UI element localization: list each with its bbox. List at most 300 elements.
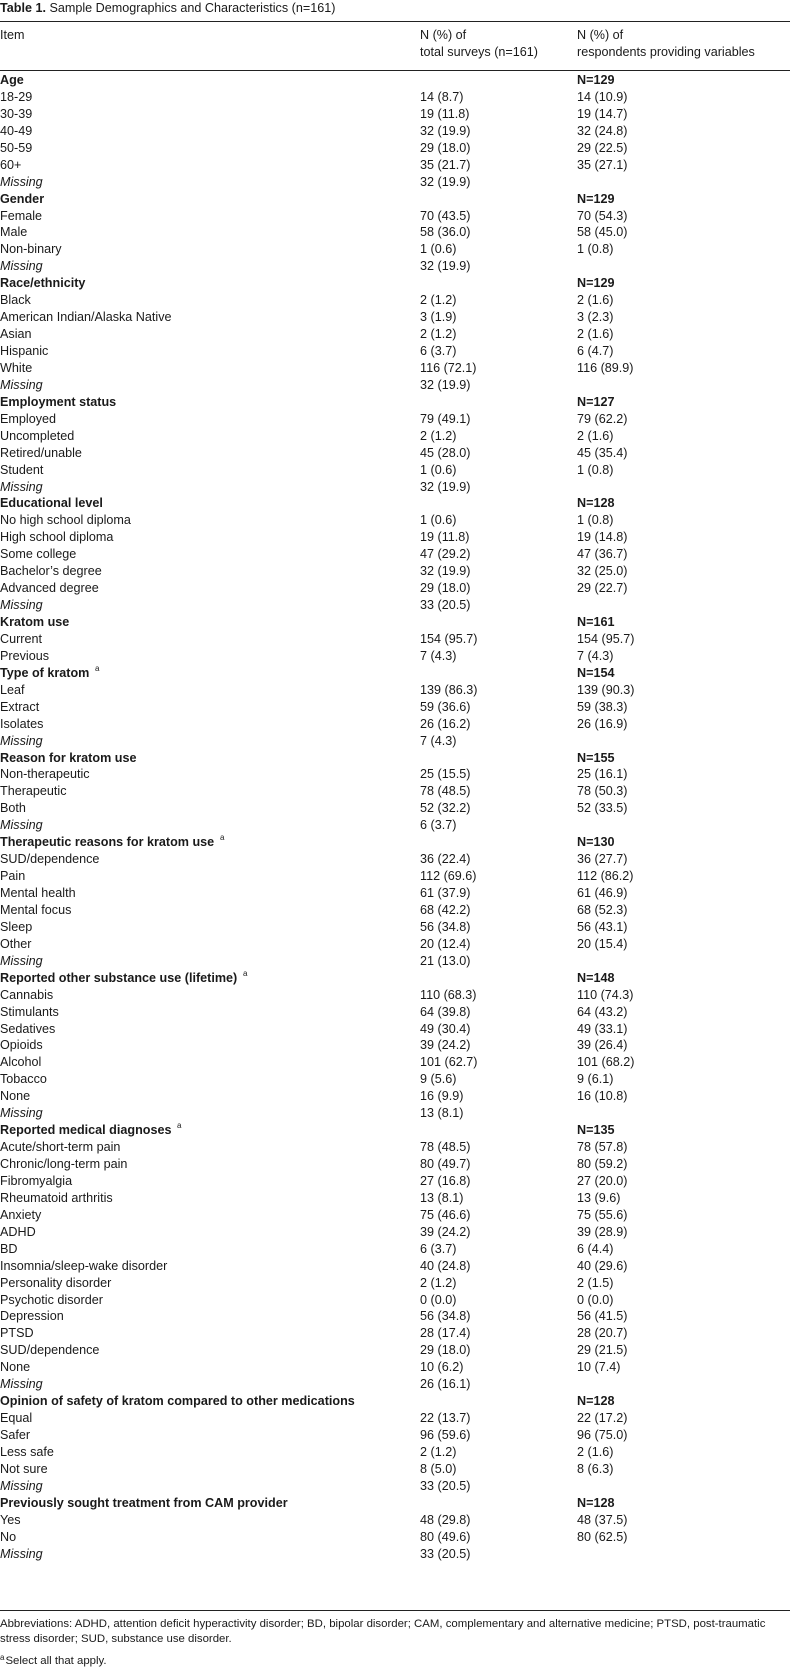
respondents-cell: 112 (86.2) (577, 869, 634, 884)
header-rule (0, 70, 790, 71)
table-row (0, 1512, 790, 1529)
total-cell: 19 (11.8) (420, 106, 470, 121)
respondents-cell: 29 (22.5) (577, 140, 628, 155)
item-cell: Non-binary (0, 242, 62, 257)
item-cell: Missing (0, 733, 43, 748)
item-cell: Missing (0, 818, 43, 833)
footnote-ref: a (177, 1121, 182, 1131)
total-cell: 64 (39.8) (420, 1004, 471, 1019)
item-cell: Non-therapeutic (0, 767, 90, 782)
total-cell: 32 (19.9) (420, 123, 471, 138)
total-cell: 112 (69.6) (420, 869, 477, 884)
respondents-cell: 1 (0.8) (577, 242, 614, 257)
respondents-cell: 6 (4.4) (577, 1241, 614, 1256)
respondents-cell: 2 (1.6) (577, 428, 614, 443)
table-row (0, 1037, 790, 1054)
table-row (0, 1054, 790, 1071)
table-row (0, 851, 790, 868)
table-row (0, 428, 790, 445)
table-row (0, 411, 790, 428)
item-cell: Mental focus (0, 902, 72, 917)
item-cell: Alcohol (0, 1055, 42, 1070)
total-cell: 26 (16.1) (420, 1377, 471, 1392)
respondents-cell: N=127 (577, 394, 615, 409)
item-cell: Asian (0, 327, 32, 342)
respondents-cell: 2 (1.6) (577, 1444, 614, 1459)
total-cell: 27 (16.8) (420, 1173, 471, 1188)
table-row (0, 326, 790, 343)
table-row (0, 1308, 790, 1325)
respondents-cell: N=155 (577, 750, 615, 765)
footnote-ref: a (220, 833, 225, 843)
item-cell: Advanced degree (0, 581, 99, 596)
respondents-cell: 52 (33.5) (577, 801, 628, 816)
total-cell: 110 (68.3) (420, 987, 477, 1002)
respondents-cell: 19 (14.8) (577, 530, 628, 545)
total-cell: 40 (24.8) (420, 1258, 471, 1273)
category-row (0, 275, 790, 292)
item-cell: None (0, 1360, 31, 1375)
table-row (0, 800, 790, 817)
total-cell: 48 (29.8) (420, 1512, 471, 1527)
total-cell: 21 (13.0) (420, 953, 471, 968)
total-cell: 33 (20.5) (420, 598, 471, 613)
respondents-cell: 80 (59.2) (577, 1157, 628, 1171)
table-row (0, 1004, 790, 1021)
item-cell: 40-49 (0, 123, 33, 138)
missing-row (0, 1546, 790, 1563)
total-cell: 56 (34.8) (420, 1309, 471, 1324)
item-cell: Tobacco (0, 1072, 47, 1087)
table-title: Sample Demographics and Characteristics (n=161) (49, 1, 336, 15)
header-item-label: Item (0, 28, 25, 42)
respondents-cell: N=148 (577, 970, 615, 985)
table-row (0, 1258, 790, 1275)
respondents-cell: 1 (0.8) (577, 513, 614, 528)
table-row (0, 1173, 790, 1190)
respondents-cell: 116 (89.9) (577, 360, 634, 375)
item-cell: 30-39 (0, 106, 33, 121)
item-cell: Employed (0, 411, 57, 426)
item-cell: Personality disorder (0, 1275, 112, 1290)
item-cell: Psychotic disorder (0, 1292, 103, 1307)
item-cell: Missing (0, 1546, 43, 1561)
total-cell: 61 (37.9) (420, 886, 471, 900)
respondents-cell: 29 (22.7) (577, 581, 628, 596)
table-row (0, 1410, 790, 1427)
table-row (0, 241, 790, 258)
category-row (0, 665, 790, 682)
item-cell: Previously sought treatment from CAM provider (0, 1495, 288, 1510)
table-row (0, 936, 790, 953)
total-cell: 13 (8.1) (420, 1190, 464, 1205)
category-row (0, 1495, 790, 1512)
table-row (0, 1021, 790, 1038)
table-row (0, 919, 790, 936)
item-cell: Gender (0, 191, 45, 206)
item-cell: Therapeutic reasons for kratom use (0, 835, 215, 850)
total-cell: 32 (19.9) (420, 564, 471, 579)
table-row (0, 140, 790, 157)
item-cell: White (0, 360, 33, 375)
table-row (0, 546, 790, 563)
missing-row (0, 174, 790, 191)
respondents-cell: 35 (27.1) (577, 157, 628, 172)
respondents-cell: N=135 (577, 1123, 615, 1138)
category-row (0, 750, 790, 767)
item-cell: ADHD (0, 1224, 36, 1239)
table-row (0, 1190, 790, 1207)
item-cell: Cannabis (0, 987, 54, 1002)
total-cell: 22 (13.7) (420, 1411, 471, 1426)
total-cell: 75 (46.6) (420, 1207, 471, 1222)
table-row (0, 106, 790, 123)
respondents-cell: 70 (54.3) (577, 208, 628, 223)
total-cell: 116 (72.1) (420, 360, 477, 375)
category-row (0, 834, 790, 851)
item-cell: Male (0, 225, 28, 240)
header-resp-line1: N (%) of (577, 28, 624, 42)
item-cell: High school diploma (0, 530, 114, 545)
item-cell: No (0, 1529, 17, 1544)
total-cell: 6 (3.7) (420, 344, 457, 358)
table-row (0, 360, 790, 377)
total-cell: 32 (19.9) (420, 479, 471, 494)
footnote-ref: a (95, 663, 100, 673)
total-cell: 29 (18.0) (420, 581, 471, 596)
item-cell: Current (0, 631, 42, 646)
respondents-cell: 29 (21.5) (577, 1343, 628, 1358)
item-cell: Less safe (0, 1444, 54, 1459)
table-row (0, 1224, 790, 1241)
respondents-cell: 101 (68.2) (577, 1055, 635, 1070)
item-cell: Missing (0, 953, 43, 968)
item-cell: Missing (0, 174, 43, 189)
item-cell: Bachelor’s degree (0, 564, 102, 579)
total-cell: 47 (29.2) (420, 547, 471, 562)
item-cell: Educational level (0, 496, 103, 511)
table-row (0, 885, 790, 902)
item-cell: SUD/dependence (0, 1343, 100, 1358)
item-cell: Therapeutic (0, 784, 67, 799)
total-cell: 20 (12.4) (420, 936, 471, 951)
table-row (0, 1292, 790, 1309)
footnote-abbreviations (0, 1617, 790, 1647)
respondents-cell: 2 (1.6) (577, 293, 614, 308)
total-cell: 70 (43.5) (420, 208, 471, 223)
respondents-cell: 14 (10.9) (577, 89, 628, 104)
item-cell: Mental health (0, 886, 76, 900)
item-cell: Chronic/long-term pain (0, 1157, 128, 1171)
total-cell: 13 (8.1) (420, 1106, 464, 1121)
respondents-cell: 22 (17.2) (577, 1411, 628, 1426)
respondents-cell: 6 (4.7) (577, 344, 614, 358)
respondents-cell: 36 (27.7) (577, 852, 628, 867)
total-cell: 45 (28.0) (420, 445, 471, 460)
total-cell: 33 (20.5) (420, 1478, 471, 1493)
missing-row (0, 258, 790, 275)
respondents-cell: 75 (55.6) (577, 1207, 628, 1222)
item-cell: Black (0, 293, 31, 308)
table-row (0, 783, 790, 800)
item-cell: Leaf (0, 682, 25, 697)
respondents-cell: 80 (62.5) (577, 1529, 628, 1544)
respondents-cell: 68 (52.3) (577, 902, 628, 917)
total-cell: 139 (86.3) (420, 682, 478, 697)
table-body (0, 72, 790, 1563)
table-row (0, 716, 790, 733)
respondents-cell: 7 (4.3) (577, 648, 614, 663)
respondents-cell: 25 (16.1) (577, 767, 628, 782)
respondents-cell: 59 (38.3) (577, 699, 628, 714)
respondents-cell: 56 (41.5) (577, 1309, 628, 1324)
item-cell: Reported medical diagnoses (0, 1123, 172, 1138)
total-cell: 35 (21.7) (420, 157, 471, 172)
respondents-cell: 2 (1.5) (577, 1275, 614, 1290)
item-cell: Extract (0, 699, 40, 714)
item-cell: Age (0, 73, 24, 87)
item-cell: Reason for kratom use (0, 750, 137, 765)
table-row (0, 1156, 790, 1173)
respondents-cell: N=128 (577, 496, 615, 511)
total-cell: 59 (36.6) (420, 699, 471, 714)
item-cell: Employment status (0, 394, 117, 409)
total-cell: 52 (32.2) (420, 801, 471, 816)
respondents-cell: 10 (7.4) (577, 1360, 621, 1375)
total-cell: 26 (16.2) (420, 716, 471, 731)
total-cell: 2 (1.2) (420, 1275, 457, 1290)
respondents-cell: 154 (95.7) (577, 631, 635, 646)
respondents-cell: 110 (74.3) (577, 987, 634, 1002)
item-cell: 18-29 (0, 89, 33, 104)
table-row (0, 868, 790, 885)
item-cell: No high school diploma (0, 513, 131, 528)
item-cell: Missing (0, 1377, 43, 1392)
total-cell: 33 (20.5) (420, 1546, 471, 1561)
respondents-cell: 3 (2.3) (577, 310, 614, 325)
item-cell: Hispanic (0, 344, 49, 358)
table-row (0, 1207, 790, 1224)
respondents-cell: N=161 (577, 615, 615, 629)
total-cell: 1 (0.6) (420, 462, 457, 477)
total-cell: 58 (36.0) (420, 225, 471, 240)
respondents-cell: 19 (14.7) (577, 106, 628, 121)
total-cell: 39 (24.2) (420, 1224, 471, 1239)
respondents-cell: 64 (43.2) (577, 1004, 628, 1019)
respondents-cell: N=129 (577, 276, 615, 291)
respondents-cell: 39 (28.9) (577, 1224, 628, 1239)
category-row (0, 1393, 790, 1410)
table-row (0, 902, 790, 919)
item-cell: BD (0, 1241, 18, 1256)
item-cell: Depression (0, 1309, 64, 1324)
respondents-cell: 61 (46.9) (577, 886, 628, 900)
item-cell: Yes (0, 1512, 21, 1527)
table-caption (0, 1, 335, 15)
table-row (0, 224, 790, 241)
respondents-cell: 40 (29.6) (577, 1258, 628, 1273)
table-row (0, 1427, 790, 1444)
total-cell: 8 (5.0) (420, 1461, 457, 1476)
table-row (0, 1461, 790, 1478)
item-cell: Missing (0, 259, 43, 274)
table-row (0, 648, 790, 665)
table-row (0, 208, 790, 225)
total-cell: 25 (15.5) (420, 767, 471, 782)
respondents-cell: N=154 (577, 665, 615, 680)
respondents-cell: 1 (0.8) (577, 462, 614, 477)
item-cell: Anxiety (0, 1207, 42, 1222)
header-total-line2: total surveys (n=161) (420, 45, 538, 59)
table-row (0, 1241, 790, 1258)
total-cell: 68 (42.2) (420, 902, 471, 917)
item-cell: Sedatives (0, 1021, 56, 1036)
missing-row (0, 953, 790, 970)
item-cell: Type of kratom (0, 665, 90, 680)
missing-row (0, 1376, 790, 1393)
missing-row (0, 733, 790, 750)
table-label: Table 1. (0, 1, 46, 15)
missing-row (0, 377, 790, 394)
respondents-cell: 39 (26.4) (577, 1038, 628, 1053)
item-cell: Not sure (0, 1461, 48, 1476)
table-row (0, 580, 790, 597)
respondents-cell: 13 (9.6) (577, 1190, 621, 1205)
respondents-cell: 48 (37.5) (577, 1512, 628, 1527)
table-row (0, 1444, 790, 1461)
footnote-ref: a (243, 968, 248, 978)
category-row (0, 495, 790, 512)
item-cell: 60+ (0, 157, 22, 172)
total-cell: 6 (3.7) (420, 1241, 457, 1256)
total-cell: 80 (49.7) (420, 1157, 471, 1171)
item-cell: Rheumatoid arthritis (0, 1190, 113, 1205)
item-cell: Safer (0, 1428, 31, 1442)
item-cell: 50-59 (0, 140, 33, 155)
total-cell: 79 (49.1) (420, 411, 471, 426)
total-cell: 96 (59.6) (420, 1428, 471, 1442)
total-cell: 7 (4.3) (420, 648, 457, 663)
table-row (0, 157, 790, 174)
respondents-cell: 79 (62.2) (577, 411, 628, 426)
respondents-cell: 27 (20.0) (577, 1173, 628, 1188)
respondents-cell: N=129 (577, 191, 615, 206)
missing-row (0, 597, 790, 614)
item-cell: Uncompleted (0, 428, 75, 443)
category-row (0, 970, 790, 987)
footnote-text: Select all that apply. (5, 1655, 107, 1667)
total-cell: 78 (48.5) (420, 784, 471, 799)
total-cell: 56 (34.8) (420, 919, 471, 934)
item-cell: SUD/dependence (0, 852, 100, 867)
total-cell: 49 (30.4) (420, 1021, 471, 1036)
table-row (0, 1071, 790, 1088)
total-cell: 101 (62.7) (420, 1055, 478, 1070)
respondents-cell: N=128 (577, 1495, 615, 1510)
item-cell: American Indian/Alaska Native (0, 310, 172, 325)
item-cell: Missing (0, 1106, 43, 1121)
category-row (0, 614, 790, 631)
total-cell: 9 (5.6) (420, 1072, 457, 1087)
item-cell: Pain (0, 869, 26, 884)
table-row (0, 462, 790, 479)
table-row (0, 512, 790, 529)
total-cell: 78 (48.5) (420, 1140, 471, 1155)
item-cell: Insomnia/sleep-wake disorder (0, 1258, 168, 1273)
table-row (0, 1359, 790, 1376)
respondents-cell: 26 (16.9) (577, 716, 628, 731)
item-cell: Opinion of safety of kratom compared to other medications (0, 1394, 355, 1409)
abbreviations-text: Abbreviations: ADHD, attention deficit hyperactivity disorder; BD, bipolar disorder; CAM, complementary and alternative medicine; PTSD, post-traumatic stress disorder; SUD, substance use disorder. (0, 1618, 766, 1645)
header-total (420, 27, 538, 61)
total-cell: 1 (0.6) (420, 513, 457, 528)
respondents-cell: N=128 (577, 1394, 615, 1409)
table-row (0, 682, 790, 699)
missing-row (0, 1105, 790, 1122)
table-row (0, 1325, 790, 1342)
respondents-cell: 9 (6.1) (577, 1072, 614, 1087)
table-row (0, 631, 790, 648)
total-cell: 28 (17.4) (420, 1326, 471, 1341)
respondents-cell: 32 (25.0) (577, 564, 628, 579)
header-respondents (577, 27, 755, 61)
footnote-a (0, 1650, 790, 1669)
item-cell: PTSD (0, 1326, 34, 1341)
total-cell: 32 (19.9) (420, 377, 471, 392)
header-total-line1: N (%) of (420, 28, 467, 42)
top-rule (0, 21, 790, 22)
item-cell: Sleep (0, 919, 33, 934)
item-cell: Isolates (0, 716, 44, 731)
table-row (0, 445, 790, 462)
table-row (0, 292, 790, 309)
respondents-cell: 49 (33.1) (577, 1021, 628, 1036)
respondents-cell: 2 (1.6) (577, 327, 614, 342)
total-cell: 2 (1.2) (420, 293, 457, 308)
respondents-cell: 56 (43.1) (577, 919, 628, 934)
table-row (0, 89, 790, 106)
table-row (0, 309, 790, 326)
respondents-cell: N=129 (577, 73, 615, 87)
item-cell: Stimulants (0, 1004, 59, 1019)
header-item (0, 27, 25, 44)
table-row (0, 123, 790, 140)
total-cell: 29 (18.0) (420, 1343, 471, 1358)
item-cell: Missing (0, 1478, 43, 1493)
table-row (0, 529, 790, 546)
respondents-cell: 20 (15.4) (577, 936, 628, 951)
total-cell: 0 (0.0) (420, 1292, 457, 1307)
category-row (0, 72, 790, 89)
table-row (0, 1342, 790, 1359)
item-cell: None (0, 1089, 31, 1104)
item-cell: Female (0, 208, 42, 223)
category-row (0, 191, 790, 208)
total-cell: 2 (1.2) (420, 1444, 457, 1459)
table-row (0, 987, 790, 1004)
header-resp-line2: respondents providing variables (577, 45, 755, 59)
item-cell: Reported other substance use (lifetime) (0, 970, 238, 985)
footnote-marker: a (0, 1653, 5, 1662)
total-cell: 7 (4.3) (420, 733, 457, 748)
item-cell: Acute/short-term pain (0, 1140, 121, 1155)
category-row (0, 394, 790, 411)
table-row (0, 1088, 790, 1105)
item-cell: Student (0, 462, 44, 477)
item-cell: Previous (0, 648, 49, 663)
respondents-cell: 28 (20.7) (577, 1326, 628, 1341)
respondents-cell: N=130 (577, 835, 615, 850)
